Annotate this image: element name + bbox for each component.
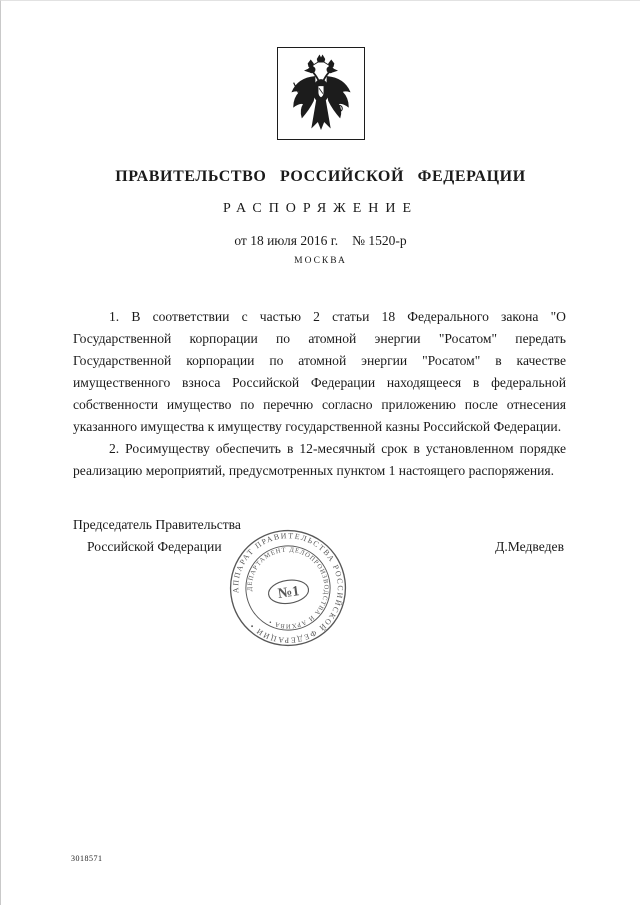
signer-name: Д.Медведев bbox=[495, 539, 564, 554]
organization-title: ПРАВИТЕЛЬСТВО РОССИЙСКОЙ ФЕДЕРАЦИИ bbox=[115, 168, 526, 185]
emblem-frame bbox=[277, 47, 365, 140]
paragraph-2: 2. Росимуществу обеспечить в 12-месячный срок в установленном порядке реализацию мероприятий, предусмотренных пунктом 1 настоящего распоряжения. bbox=[73, 441, 566, 478]
eagle-crowns bbox=[308, 55, 334, 66]
city-label: МОСКВА bbox=[294, 256, 347, 266]
signer-position-line2: Российской Федерации bbox=[87, 539, 222, 554]
paragraph-1: 1. В соответствии с частью 2 статьи 18 Федерального закона "О Государственной корпорации по атомной энергии "Росатом" передать Государственной корпорации по атомной энергии "Росатом" в качестве имущественного взноса Российской Федерации находящееся в федеральной собственности имущество по перечню согласно приложению после отнесения указанного имущества к имуществу государственной казны Российской Федерации. bbox=[73, 309, 566, 434]
stamp-center-number: №1 bbox=[276, 583, 301, 602]
signer-position bbox=[73, 514, 241, 558]
document-type-title: РАСПОРЯЖЕНИЕ bbox=[222, 201, 419, 216]
signer-position-line1: Председатель Правительства bbox=[73, 517, 241, 532]
stamp-outer-text: АППАРАТ ПРАВИТЕЛЬСТВА РОССИЙСКОЙ ФЕДЕРАЦИИ • bbox=[231, 531, 345, 645]
stamp-center-oval bbox=[267, 578, 310, 606]
date-number-line bbox=[1, 233, 640, 249]
print-code: 3018571 bbox=[71, 854, 103, 863]
document-number: № 1520-р bbox=[352, 233, 407, 248]
eagle-chest-shield bbox=[317, 85, 323, 97]
emblem-container bbox=[1, 1, 640, 140]
stamp-inner-text: ДЕПАРТАМЕНТ ДЕЛОПРОИЗВОДСТВА И АРХИВА • bbox=[246, 546, 330, 630]
coat-of-arms-eagle-icon bbox=[283, 53, 359, 135]
document-body bbox=[1, 306, 640, 482]
signature-block bbox=[1, 514, 640, 558]
document-date: от 18 июля 2016 г. bbox=[234, 233, 339, 248]
eagle-tail bbox=[311, 100, 329, 128]
